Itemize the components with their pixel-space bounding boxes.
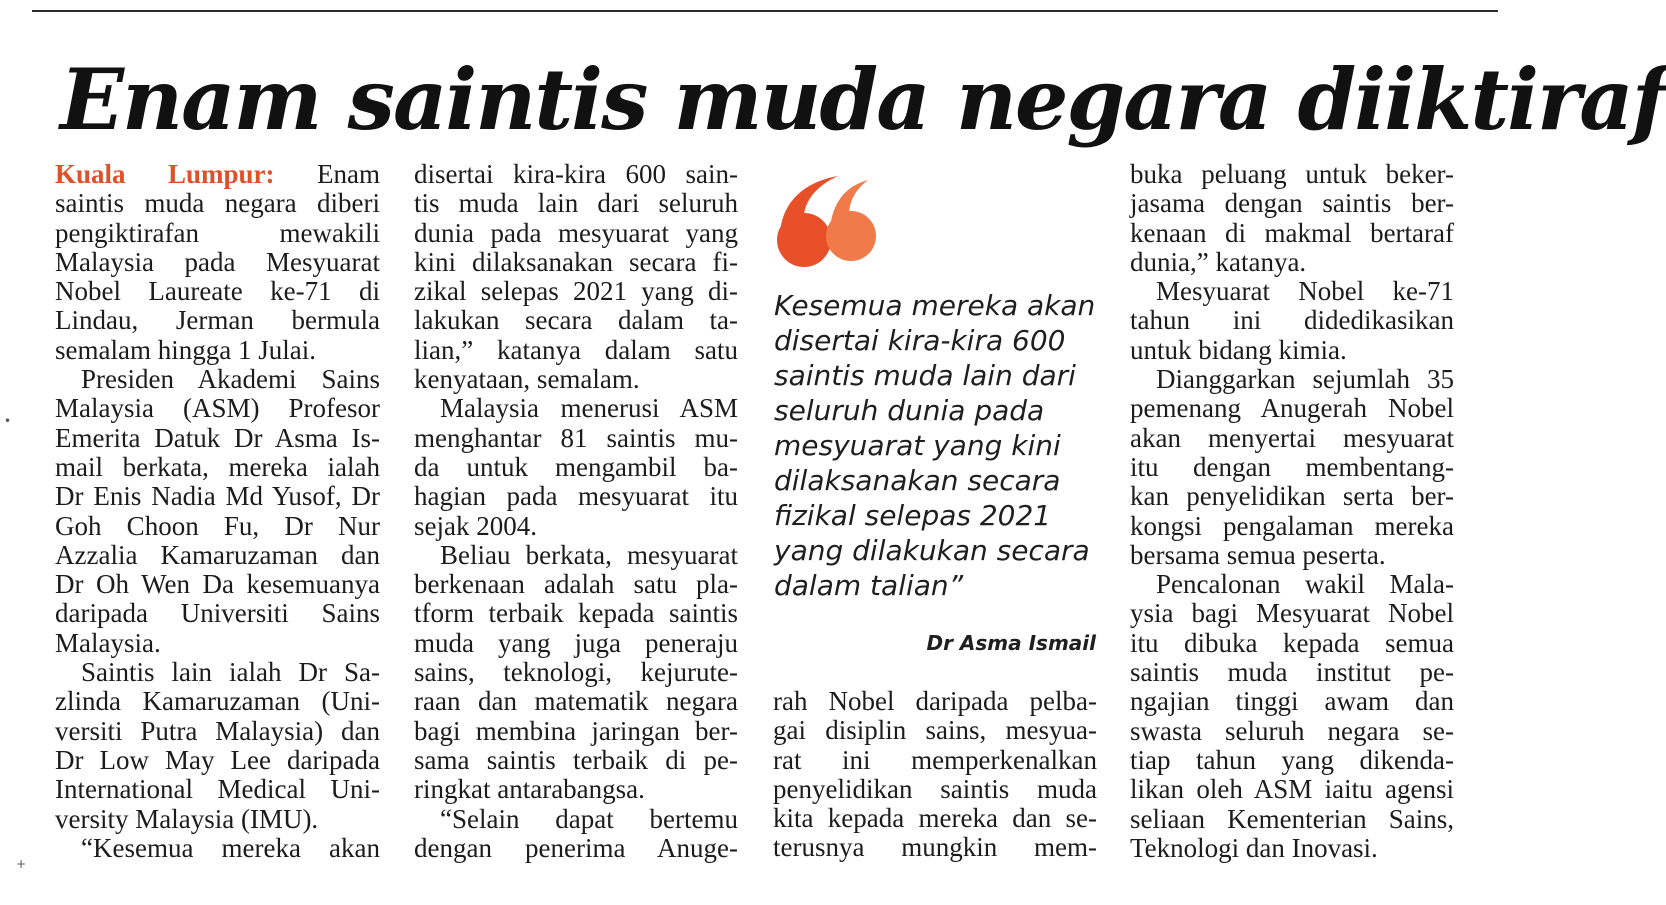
text-line: dunia pada mesyuarat yang <box>414 217 738 248</box>
text-line: penyelidikan saintis muda <box>773 773 1097 804</box>
text-line: “Selain dapat bertemu <box>440 803 738 834</box>
text-line: kita kepada mereka dan se- <box>773 803 1097 834</box>
text-line: Goh Choon Fu, Dr Nur <box>55 510 380 541</box>
top-rule <box>32 10 1498 12</box>
scan-speck: • <box>4 414 12 428</box>
text-line: Kuala Lumpur: Enam <box>55 159 380 189</box>
text-line: sama saintis terbaik di pe- <box>414 744 738 775</box>
text-line: Mesyuarat Nobel ke-71 <box>1156 276 1454 307</box>
scan-speck: + <box>16 857 27 871</box>
text-line: untuk bidang kimia. <box>1130 334 1347 365</box>
text-line: sejak 2004. <box>414 510 537 541</box>
text-line: saintis muda negara diberi <box>55 188 380 219</box>
text-line: kenyataan, semalam. <box>414 364 640 395</box>
text-line: versiti Putra Malaysia) dan <box>55 715 380 746</box>
pull-quote-line: saintis muda lain dari <box>774 359 1076 392</box>
text-line: ysia bagi Mesyuarat Nobel <box>1130 598 1454 629</box>
text-line: kan penyelidikan serta ber- <box>1130 481 1454 512</box>
text-line: muda yang juga peneraju <box>414 627 738 658</box>
text-line: dunia,” katanya. <box>1130 246 1307 277</box>
text-line: zikal selepas 2021 yang di- <box>414 276 738 307</box>
text-line: Azzalia Kamaruzaman dan <box>55 539 380 570</box>
pull-quote-line: Kesemua mereka akan <box>774 289 1096 322</box>
text-line: kenaan di makmal bertaraf <box>1130 217 1454 248</box>
text-line: Presiden Akademi Sains <box>81 364 380 395</box>
text-line: itu dibuka kepada semua <box>1130 627 1454 658</box>
text-line: lakukan secara dalam ta- <box>414 305 738 336</box>
text-line: tis muda lain dari seluruh <box>414 188 738 219</box>
pull-quote-attribution: Dr Asma Ismail <box>926 631 1096 655</box>
text-line: saintis muda institut pe- <box>1130 657 1454 688</box>
text-line: raan dan matematik negara <box>414 686 738 717</box>
text-line: kini dilaksanakan secara fi- <box>414 246 738 277</box>
text-line: seliaan Kementerian Sains, <box>1130 803 1454 834</box>
text-line: likan oleh ASM iaitu agensi <box>1130 774 1454 805</box>
text-line: ringkat antarabangsa. <box>414 774 645 805</box>
text-line: dengan penerima Anuge- <box>414 832 738 863</box>
text-line: pengiktirafan mewakili <box>55 217 380 248</box>
text-line: Emerita Datuk Dr Asma Is- <box>55 422 380 453</box>
text-line: rat ini memperkenalkan <box>773 744 1097 775</box>
pull-quote-line: seluruh dunia pada <box>774 394 1045 427</box>
text-line: Dr Low May Lee daripada <box>55 744 380 775</box>
text-line: buka peluang untuk beker- <box>1130 159 1454 189</box>
text-line: Nobel Laureate ke-71 di <box>55 276 380 307</box>
text-line: zlinda Kamaruzaman (Uni- <box>55 686 380 717</box>
text-line: tiap tahun yang dikenda- <box>1130 744 1454 775</box>
pull-quote-line: dalam talian” <box>774 569 964 602</box>
text-line: kongsi pengalaman mereka <box>1130 510 1454 541</box>
text-line: International Medical Uni- <box>55 774 380 805</box>
text-line: Dr Enis Nadia Md Yusof, Dr <box>55 481 380 512</box>
text-line: terusnya mungkin mem- <box>773 832 1097 863</box>
article-column-1 <box>55 160 380 863</box>
text-line: ngajian tinggi awam dan <box>1130 686 1454 717</box>
text-line: swasta seluruh negara se- <box>1130 715 1454 746</box>
pull-quote-line: dilaksanakan secara <box>774 464 1061 497</box>
headline: Enam saintis muda negara diiktiraf <box>60 50 1666 149</box>
text-line: “Kesemua mereka akan <box>81 832 380 863</box>
text-line: semalam hingga 1 Julai. <box>55 334 316 365</box>
text-line: Beliau berkata, mesyuarat <box>440 539 738 570</box>
text-line: sains, teknologi, kejurute- <box>414 657 738 688</box>
text-line: versity Malaysia (IMU). <box>55 803 319 834</box>
pull-quote <box>774 288 1104 603</box>
text-line: tform terbaik kepada saintis <box>414 598 738 629</box>
text-line: Dr Oh Wen Da kesemuanya <box>55 569 380 600</box>
text-line: mail berkata, mereka ialah <box>55 451 380 482</box>
text-line: berkenaan adalah satu pla- <box>414 569 738 600</box>
text-line: Malaysia. <box>55 627 161 658</box>
text-line: disertai kira-kira 600 sain- <box>414 159 738 189</box>
pull-quote-line: mesyuarat yang kini <box>774 429 1061 462</box>
text-line: tahun ini didedikasikan <box>1130 305 1454 336</box>
text-line: hagian pada mesyuarat itu <box>414 481 738 512</box>
text-line: itu dengan membentang- <box>1130 451 1454 482</box>
text-line: Malaysia menerusi ASM <box>440 393 738 424</box>
article-column-3 <box>773 687 1097 863</box>
pull-quote-line: fizikal selepas 2021 <box>774 499 1052 532</box>
text-line: jasama dengan saintis ber- <box>1130 188 1454 219</box>
text-line: bagi membina jaringan ber- <box>414 715 738 746</box>
text-line: akan menyertai mesyuarat <box>1130 422 1454 453</box>
pull-quote-line: disertai kira-kira 600 <box>774 324 1066 357</box>
quote-mark-icon <box>774 172 884 277</box>
text-line: daripada Universiti Sains <box>55 598 380 629</box>
text-line: menghantar 81 saintis mu- <box>414 422 738 453</box>
text-line: Pencalonan wakil Mala- <box>1156 569 1454 600</box>
article-column-4 <box>1130 160 1454 863</box>
text-line: Lindau, Jerman bermula <box>55 305 380 336</box>
text-line: Dianggarkan sejumlah 35 <box>1156 364 1454 395</box>
text-line: gai disiplin sains, mesyua- <box>773 715 1097 746</box>
text-line: lian,” katanya dalam satu <box>414 334 738 365</box>
text-line: bersama semua peserta. <box>1130 539 1386 570</box>
text-line: pemenang Anugerah Nobel <box>1130 393 1454 424</box>
dateline: Kuala Lumpur: <box>55 159 275 189</box>
text-line: Malaysia pada Mesyuarat <box>55 246 380 277</box>
text-line: da untuk mengambil ba- <box>414 451 738 482</box>
text-line: rah Nobel daripada pelba- <box>773 686 1097 716</box>
pull-quote-line: yang dilakukan secara <box>774 534 1090 567</box>
text-line: Teknologi dan Inovasi. <box>1130 832 1378 863</box>
text-line: Saintis lain ialah Dr Sa- <box>81 657 380 688</box>
text-line: Malaysia (ASM) Profesor <box>55 393 380 424</box>
article-column-2 <box>414 160 738 863</box>
